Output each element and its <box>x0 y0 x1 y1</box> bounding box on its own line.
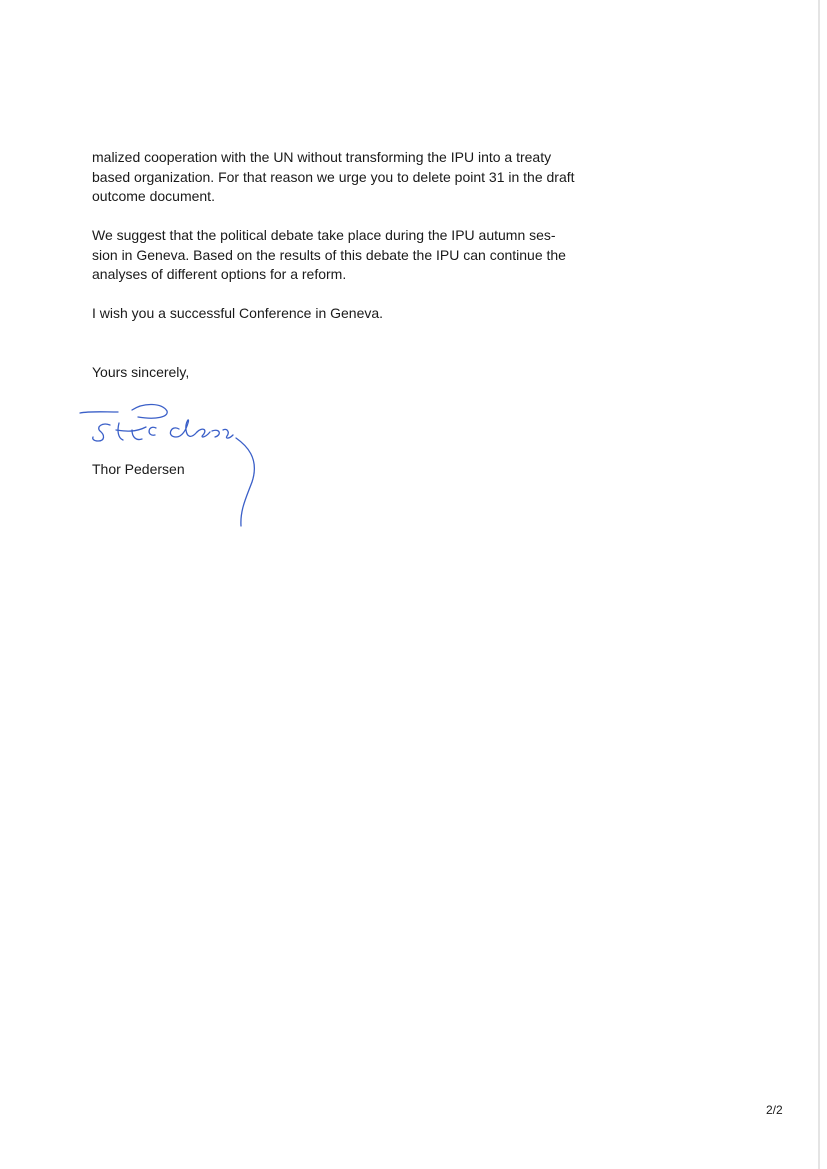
paragraph-political-debate <box>92 226 592 285</box>
text-line: outcome document. <box>92 188 215 204</box>
paragraph-ipu-un-cooperation <box>92 148 592 207</box>
signer-name: Thor Pedersen <box>92 461 185 477</box>
page-number: 2/2 <box>766 1103 783 1117</box>
text-line: We suggest that the political debate take place during the IPU autumn ses- <box>92 227 556 243</box>
text-line: analyses of different options for a reform. <box>92 266 347 282</box>
paragraph-good-wishes <box>92 304 592 324</box>
closing-salutation: Yours sincerely, <box>92 364 190 380</box>
text-line: malized cooperation with the UN without transforming the IPU into a treaty <box>92 149 552 165</box>
letter-body <box>92 148 592 343</box>
text-line: based organization. For that reason we urge you to delete point 31 in the draft <box>92 168 575 185</box>
text-line: sion in Geneva. Based on the results of this debate the IPU can continue the <box>92 246 566 263</box>
page-edge-shadow <box>818 0 820 1169</box>
text-line: I wish you a successful Conference in Geneva. <box>92 305 384 321</box>
